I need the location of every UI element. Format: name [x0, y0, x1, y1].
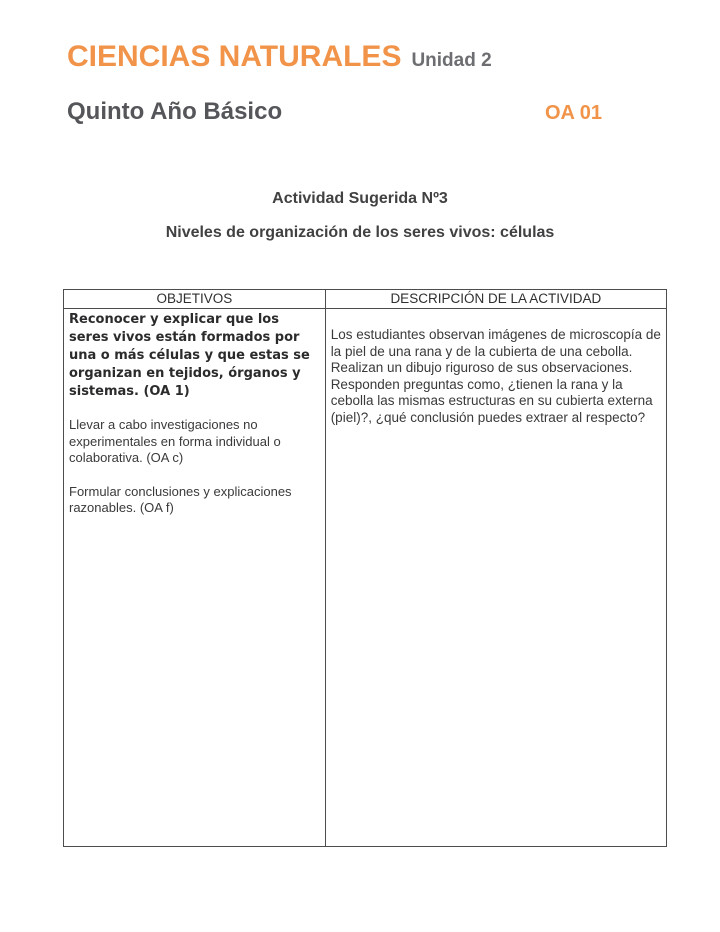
activity-subtitle: Niveles de organización de los seres vivos: células [165, 224, 555, 241]
column-header-objetivos: OBJETIVOS [64, 290, 326, 309]
header-subject-line [67, 40, 602, 74]
document-header [67, 40, 602, 126]
table-body-row [64, 309, 667, 847]
column-header-descripcion: DESCRIPCIÓN DE LA ACTIVIDAD [325, 290, 666, 309]
description-cell [325, 309, 666, 847]
activity-title: Actividad Sugerida Nº3 [272, 190, 448, 207]
subject-title: CIENCIAS NATURALES [67, 40, 402, 73]
table-header-row [64, 290, 667, 309]
activity-description-text: Los estudiantes observan imágenes de microscopía de la piel de una rana y de la cubierta de una cebolla. Realizan un dibujo riguroso de sus observaciones. Responden preguntas como, ¿tienen la rana y la cebolla las mismas estructuras en su cubierta externa (piel)?, ¿qué conclusión puedes extraer al respecto? [330, 327, 661, 425]
objective-skill-2-text: Formular conclusiones y explicaciones razonables. (OA f) [69, 483, 292, 515]
unit-label: Unidad 2 [411, 50, 492, 71]
objective-main-text: Reconocer y explicar que los seres vivos están formados por una o más células y que estas se organizan en tejidos, órganos y sistemas. (OA 1) [69, 312, 310, 399]
objectives-cell [64, 309, 326, 847]
objective-skill-1-text: Llevar a cabo investigaciones no experimentales en forma individual o colaborativa. (OA c) [69, 417, 281, 465]
grade-title: Quinto Año Básico [67, 98, 283, 125]
oa-code: OA 01 [544, 102, 602, 124]
activity-table [63, 289, 667, 847]
header-grade-line [67, 98, 602, 126]
